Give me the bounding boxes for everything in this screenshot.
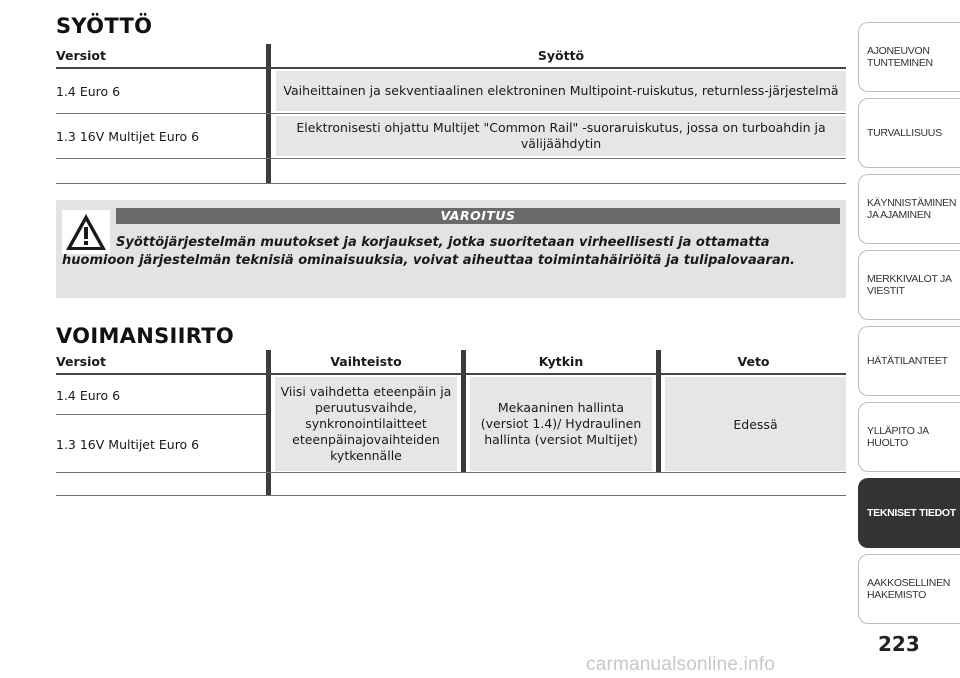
- row-rule: [56, 472, 846, 473]
- header-versions: Versiot: [56, 354, 106, 369]
- drive-cell: Edessä: [665, 377, 846, 471]
- tab-safety[interactable]: TURVALLISUUS: [858, 98, 960, 168]
- tab-emergencies[interactable]: HÄTÄTILANTEET: [858, 326, 960, 396]
- table-header-row: [56, 350, 846, 374]
- table-row: [56, 114, 846, 158]
- warning-text: Syöttöjärjestelmän muutokset ja korjaukset, jotka suoritetaan virheellisesti ja ottamatta huomioon järjestelmän teknisiä ominaisuuksia, voivat aiheuttaa toimintahäiriöitä ja tulipalovaaran.: [62, 235, 795, 268]
- tab-index[interactable]: AAKKOSELLINEN HAKEMISTO: [858, 554, 960, 624]
- warning-box: [56, 200, 846, 298]
- row-rule: [56, 414, 266, 415]
- row-version: 1.3 16V Multijet Euro 6: [56, 128, 200, 144]
- tab-technical-data[interactable]: TEKNISET TIEDOT: [858, 478, 960, 548]
- header-versions: Versiot: [56, 48, 106, 63]
- table-row: [56, 69, 846, 113]
- header-drive: Veto: [737, 354, 770, 369]
- tab-vehicle-knowledge[interactable]: AJONEUVON TUNTEMINEN: [858, 22, 960, 92]
- header-gearbox: Vaihteisto: [330, 354, 402, 369]
- header-clutch: Kytkin: [538, 354, 584, 369]
- row-rule: [56, 495, 846, 496]
- row-rule: [56, 158, 846, 159]
- tab-starting-driving[interactable]: KÄYNNISTÄMINEN JA AJAMINEN: [858, 174, 960, 244]
- tab-warning-lights[interactable]: MERKKIVALOT JA VIESTIT: [858, 250, 960, 320]
- row-version: 1.4 Euro 6: [56, 387, 121, 403]
- watermark: carmanualsonline.info: [586, 654, 776, 675]
- section-title-supply: SYÖTTÖ: [56, 14, 153, 38]
- row-supply: Elektronisesti ohjattu Multijet "Common Rail" -suoraruiskutus, jossa on turboahdin ja välijäähdytin: [276, 116, 846, 156]
- header-supply: Syöttö: [537, 48, 585, 63]
- warning-label: VAROITUS: [116, 208, 840, 224]
- page-number: 223: [878, 632, 920, 656]
- section-title-transmission: VOIMANSIIRTO: [56, 324, 235, 348]
- row-rule: [56, 183, 846, 184]
- clutch-cell: Mekaaninen hallinta (versiot 1.4)/ Hydraulinen hallinta (versiot Multijet): [470, 377, 652, 471]
- gearbox-cell: Viisi vaihdetta eteenpäin ja peruutusvaihde, synkronointilaitteet eteenpäinajovaihteiden kytkennälle: [275, 377, 457, 471]
- table-header-row: [56, 44, 846, 68]
- row-supply: Vaiheittainen ja sekventiaalinen elektroninen Multipoint-ruiskutus, returnless-järjestelmä: [276, 71, 846, 111]
- row-version: 1.3 16V Multijet Euro 6: [56, 436, 200, 452]
- row-version: 1.4 Euro 6: [56, 83, 121, 99]
- tab-maintenance[interactable]: YLLÄPITO JA HUOLTO: [858, 402, 960, 472]
